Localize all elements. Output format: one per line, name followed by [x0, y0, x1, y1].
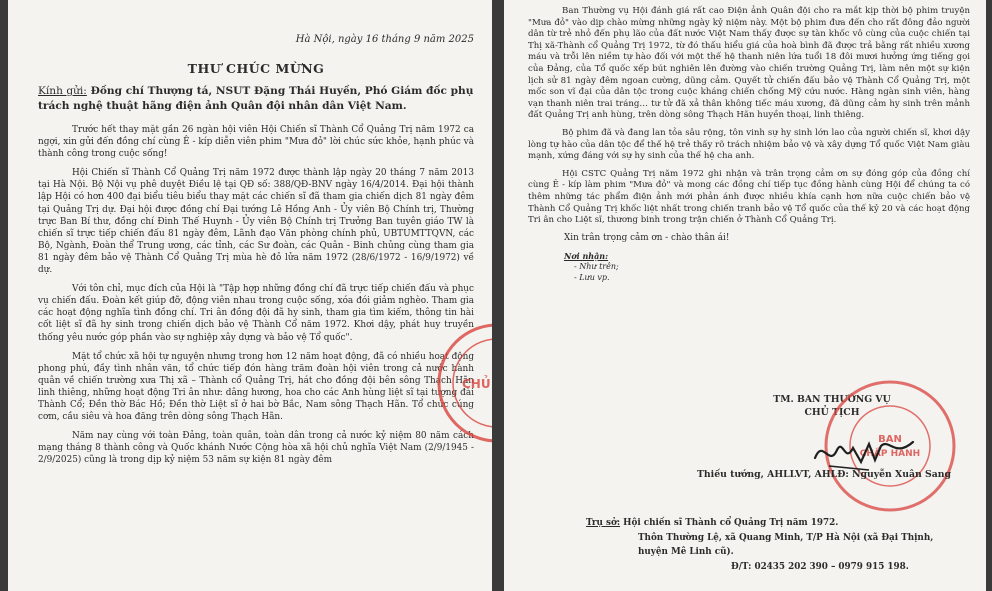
recipients-block [564, 251, 970, 283]
recipient-label: Kính gửi: [38, 85, 87, 97]
paragraph: Mặt tổ chức xã hội tự nguyện nhưng trong hơn 12 năm hoạt động, đã có nhiều hoạt động phong phú, đầy tình nhân văn, tổ chức tiếp đón hàng trăm đoàn hội viên trong cả nước hành quân về chiến trường xưa Thị xã – Thành cổ Quảng Trị, hát cho đồng đội bên sông Thạch Hãn linh thiêng, những hoạt động Tri ân như: dâng hương, hoa cho các Anh hùng liệt sĩ tại tượng đài Thành Cổ; Đền thờ Bác Hồ; Đền thờ Liệt sĩ ở hai bờ Bắc, Nam sông Thạch Hãn. Tổ chức cúng cơm, cầu siêu và hoa đăng trên dòng sông Thạch Hãn. [38, 351, 474, 423]
paragraph: Hội CSTC Quảng Trị năm 1972 ghi nhận và trân trọng cảm ơn sự đóng góp của đồng chí cùng Ê - kíp làm phim "Mưa đỏ" và mong các đồng chí tiếp tục đồng hành cùng Hội để chúng ta có thêm những tác phẩm điện ảnh mới phản ánh được nhiều khía cạnh hơn nữa cuộc chiến bảo vệ Thành Cổ Quảng Trị khốc liệt nhất trong chiến tranh bảo vệ Tổ quốc của thế kỷ 20 và các hoạt động Tri ân cho Liệt sĩ, thương binh trong trận chiến ở Thành Cổ Quảng Trị. [528, 168, 970, 226]
address-line-1 [586, 516, 966, 531]
recipient-name: Đồng chí Thượng tá, NSUT Đặng Thái Huyền, Phó Giám đốc phụ trách nghệ thuật hãng điện ảnh Quân đội nhân dân Việt Nam. [38, 85, 474, 112]
closing-line: Xin trân trọng cảm ơn - chào thân ái! [564, 232, 730, 243]
svg-text:BAN: BAN [878, 434, 902, 445]
recipients-heading: Nơi nhận: [564, 250, 609, 261]
letter-date: Hà Nội, ngày 16 tháng 9 năm 2025 [295, 34, 474, 45]
paragraph: Hội Chiến sĩ Thành Cổ Quảng Trị năm 1972 được thành lập ngày 20 tháng 7 năm 2013 tại Hà Nội. Bộ Nội vụ phê duyệt Điều lệ tại QĐ số: 388/QĐ-BNV ngày 16/4/2014. Đại hội thành lập Hội có hơn 400 đại biểu tiêu biểu thay mặt các chiến sĩ đã tham gia chiến dịch 81 ngày đêm tại Quảng Trị dự. Đại hội được đồng chí Đại tướng Lê Hồng Anh - Ủy viên Bộ Chính trị, Thường trực Ban Bí thư, đồng chí Đinh Thế Huynh - Ủy viên Bộ Chính trị Trưởng Ban tuyên giáo TW là chiến sĩ trực tiếp chiến đấu 81 ngày đêm, Lãnh đạo Văn phòng chính phủ, UBTUMTTQVN, các Bộ, Ngành, Đoàn thể Trung ương, các tỉnh, các Sư đoàn, các Quân - Binh chủng cùng tham gia 81 ngày đêm bảo vệ Thành Cổ Quảng Trị mùa hè đỏ lửa năm 1972 (28/6/1972 - 16/9/1972) về dự. [38, 168, 474, 276]
svg-text:CHỦ: CHỦ [462, 377, 491, 391]
paragraph: Trước hết thay mặt gần 26 ngàn hội viên Hội Chiến sĩ Thành Cổ Quảng Trị năm 1972 ca ngợi, xin gửi đến đồng chí cùng Ê - kíp diễn viên phim "Mưa đỏ" lời chúc sức khỏe, hạnh phúc và thành công trong cuộc sống! [38, 125, 474, 160]
paragraph: Với tôn chỉ, mục đích của Hội là "Tập hợp những đồng chí đã trực tiếp chiến đấu và phục vụ chiến đấu. Đoàn kết giúp đỡ, động viên nhau trong cuộc sống, xóa đói giảm nghèo. Tham gia các hoạt động nghĩa tình đồng chí. Tri ân đồng đội đã hy sinh, tham gia tìm kiếm, thông tin hài cốt liệt sĩ đã hy sinh trong chiến dịch bảo vệ Thành Cổ năm 1972. Khơi dậy, phát huy truyền thống yêu nước góp phần vào sự nghiệp xây dựng và bảo vệ Tổ quốc". [38, 284, 474, 343]
letter-page-left [8, 0, 492, 591]
recipient-item: - Như trên; [574, 261, 619, 271]
address-org: Hội chiến sĩ Thành cổ Quảng Trị năm 1972. [620, 518, 839, 528]
svg-text:CHẤP HÀNH: CHẤP HÀNH [859, 449, 921, 459]
address-phone: Đ/T: 02435 202 390 – 0979 915 198. [731, 561, 909, 572]
signer-name: Thiếu tướng, AHLLVT, AHLĐ: Nguyễn Xuân Sang [697, 469, 952, 480]
recipient-item: - Lưu vp. [574, 272, 610, 282]
paragraph: Ban Thường vụ Hội đánh giá rất cao Điện ảnh Quân đội cho ra mắt kịp thời bộ phim truyện "Mưa đỏ" vào dịp chào mừng những ngày kỷ niệm này. Một bộ phim đưa đến cho rất đông đảo người dân từ trẻ nhỏ đến phụ lão của đất nước Việt Nam thấy được sự tàn khốc vô cùng của cuộc chiến tại Thị xã-Thành cổ Quảng Trị 1972, từ đó thấu hiểu giá của hoà bình đã được trả bằng rất nhiều xương máu và trỗi lên niềm tự hào đối với một thế hệ thanh niên lứa tuổi 18 đôi mươi hưởng ứng tiếng gọi của Đảng, của Tổ quốc xếp bút nghiên lên đường vào chiến trường Quảng Trị, làm nên một sự kiện lịch sử 81 ngày đêm ngoan cường, dũng cảm. Quyết tử chiến đấu bảo vệ Thành Cổ Quảng Trị, một mốc son vĩ đại của dân tộc trong cuộc kháng chiến chống Mỹ cứu nước. Hàng ngàn sinh viên, hàng vạn thanh niên trai tráng… tư tử đã xả thân không tiếc máu xương, đã dũng cảm hy sinh trên mảnh đất Quảng Trị anh hùng, trên dòng sông Thạch Hãn huyền thoại, linh thiêng. [528, 6, 970, 121]
address-line-2: Thôn Thường Lệ, xã Quang Minh, T/P Hà Nội (xã Đại Thịnh, huyện Mê Linh cũ). [638, 532, 934, 557]
address-label: Trụ sở: [586, 518, 621, 528]
paragraph: Bộ phim đã và đang lan tỏa sâu rộng, tôn vinh sự hy sinh lớn lao của người chiến sĩ, khơi dậy lòng tự hào của dân tộc để thế hệ trẻ thấy rõ trách nhiệm bảo vệ và xây dựng Tổ quốc Việt Nam giàu mạnh, xứng đáng với sự hy sinh của thế hệ cha anh. [528, 127, 970, 162]
signature-heading-line2: CHỦ TỊCH [804, 407, 860, 418]
paragraph: Năm nay cùng với toàn Đảng, toàn quân, toàn dân trong cả nước kỷ niệm 80 năm cách mạng tháng 8 thành công và Quốc khánh Nước Cộng hòa xã hội chủ nghĩa Việt Nam (2/9/1945 - 2/9/2025) cũng là trong dịp kỷ niệm 53 năm sự kiện 81 ngày đêm [38, 431, 474, 466]
signature-heading-line1: TM. BAN THƯỜNG VỤ [773, 394, 891, 405]
stamp-left-partial [432, 318, 492, 448]
letter-title: THƯ CHÚC MỪNG [187, 61, 325, 76]
address-block [586, 516, 966, 574]
letter-page-right [504, 0, 986, 591]
recipient-line [38, 84, 474, 114]
